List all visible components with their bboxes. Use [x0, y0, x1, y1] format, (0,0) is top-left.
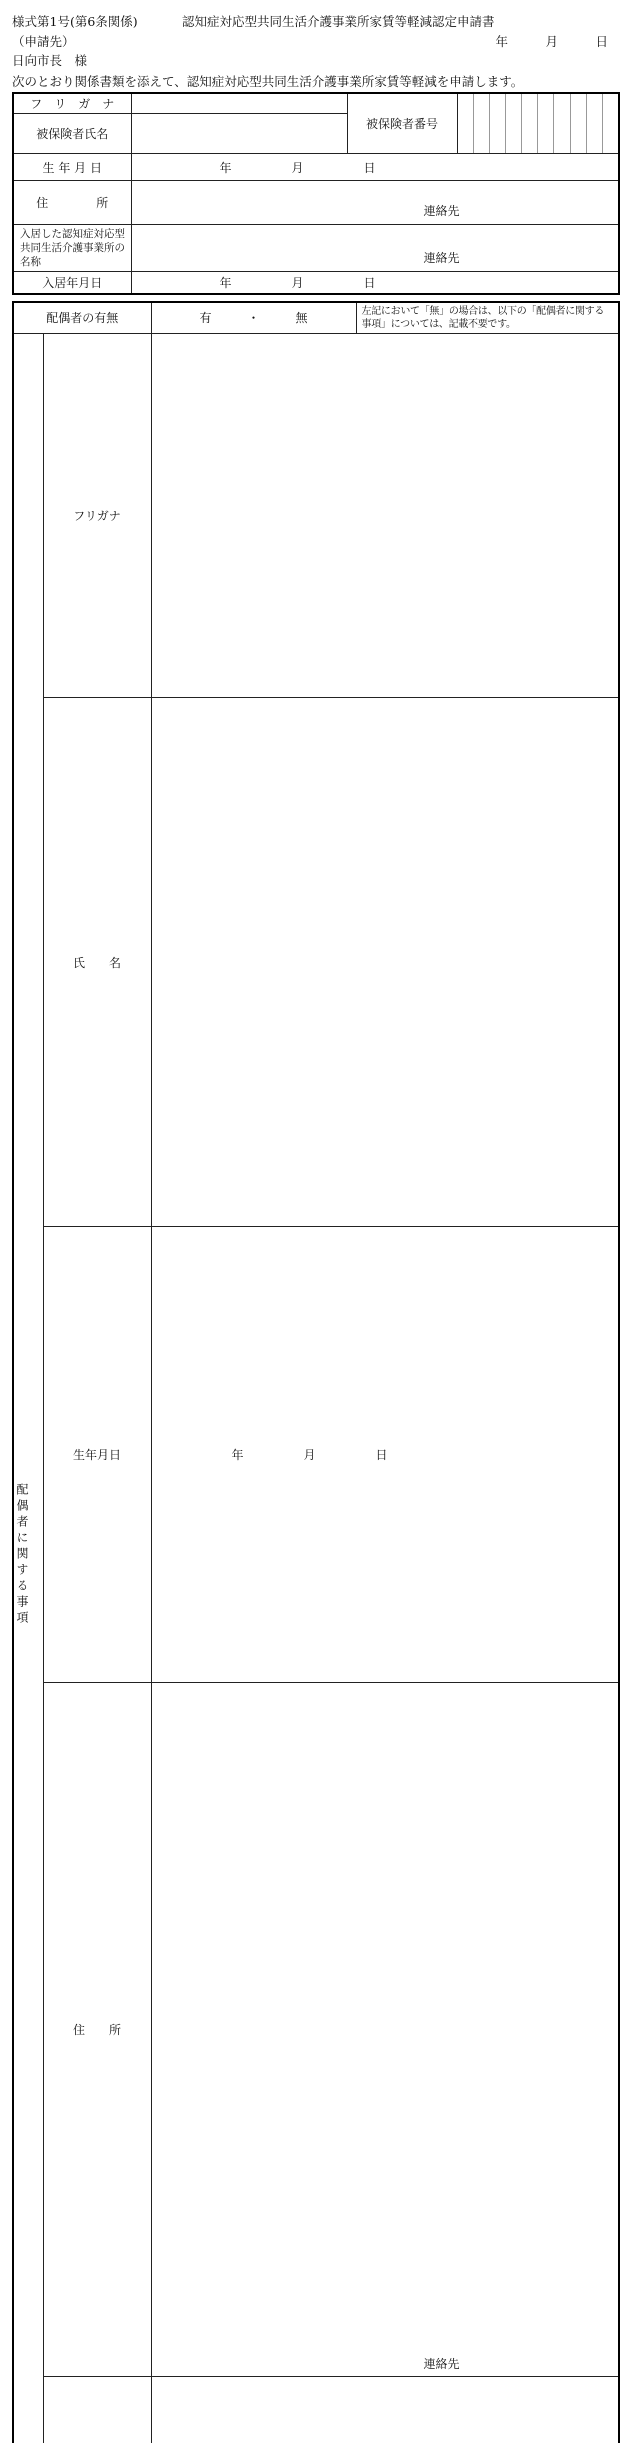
- insured-name-label: 被保険者氏名: [13, 114, 131, 154]
- insured-contact-label: 連絡先: [424, 202, 460, 219]
- spouse-contact-label: 連絡先: [424, 2355, 460, 2372]
- insured-address-input[interactable]: [131, 181, 619, 225]
- insured-birthdate-label: 生 年 月 日: [13, 154, 131, 181]
- applicant-to-label: （申請先）: [12, 33, 75, 50]
- insured-number-label: 被保険者番号: [347, 93, 457, 154]
- spouse-tax-label: [43, 2376, 151, 2443]
- form-header: [0, 0, 630, 90]
- insured-number-cell[interactable]: [570, 94, 586, 153]
- insured-number-cell[interactable]: [553, 94, 569, 153]
- insured-number-cell[interactable]: [521, 94, 537, 153]
- spouse-birthdate-label: 生年月日: [43, 1227, 151, 1683]
- movein-date-input[interactable]: 年 月 日: [131, 272, 619, 294]
- insured-number-cell[interactable]: [473, 94, 489, 153]
- spouse-address-label: 住 所: [43, 1683, 151, 2376]
- spouse-presence-label: 配偶者の有無: [13, 302, 151, 334]
- facility-name-input[interactable]: [131, 225, 619, 272]
- insured-number-cell[interactable]: [489, 94, 505, 153]
- spouse-address-input[interactable]: [151, 1683, 619, 2376]
- spouse-furigana-input[interactable]: [151, 333, 619, 698]
- insured-furigana-label: フ リ ガ ナ: [13, 93, 131, 114]
- page-title: 認知症対応型共同生活介護事業所家賃等軽減認定申請書: [182, 13, 495, 30]
- movein-date-label: 入居年月日: [13, 272, 131, 294]
- spouse-table: [12, 301, 620, 2443]
- insured-address-label: 住 所: [13, 181, 131, 225]
- insured-name-input[interactable]: [131, 114, 347, 154]
- insured-birthdate-input[interactable]: 年 月 日: [131, 154, 619, 181]
- spouse-section-vertical-label: 配偶者に関する事項: [13, 333, 43, 2443]
- date-field[interactable]: 年 月 日: [495, 33, 608, 50]
- intro-text: 次のとおり関係書類を添えて、認知症対応型共同生活介護事業所家賃等軽減を申請します。: [12, 73, 618, 90]
- insured-table: [12, 92, 620, 295]
- insured-number-cell[interactable]: [537, 94, 553, 153]
- spouse-presence-note: 左記において「無」の場合は、以下の「配偶者に関する事項」については、記載不要です。: [356, 302, 619, 334]
- insured-number-cell[interactable]: [505, 94, 521, 153]
- insured-number-cells: [457, 93, 619, 154]
- form-code: 様式第1号(第6条関係): [12, 13, 182, 30]
- insured-furigana-input[interactable]: [131, 93, 347, 114]
- application-form-page: [0, 0, 630, 903]
- facility-name-label: 入居した認知症対応型共同生活介護事業所の名称: [13, 225, 131, 272]
- insured-number-cell[interactable]: [602, 94, 618, 153]
- spouse-name-label: 氏 名: [43, 698, 151, 1227]
- spouse-name-input[interactable]: [151, 698, 619, 1227]
- insured-number-cell[interactable]: [458, 94, 473, 153]
- spouse-furigana-label: フリガナ: [43, 333, 151, 698]
- facility-contact-label: 連絡先: [424, 249, 460, 266]
- addressee: 日向市長 様: [12, 52, 618, 69]
- spouse-tax-cell: [151, 2376, 619, 2443]
- spouse-presence-options[interactable]: 有 ・ 無: [151, 302, 356, 334]
- insured-number-cell[interactable]: [586, 94, 602, 153]
- spouse-birthdate-input[interactable]: 年 月 日: [151, 1227, 619, 1683]
